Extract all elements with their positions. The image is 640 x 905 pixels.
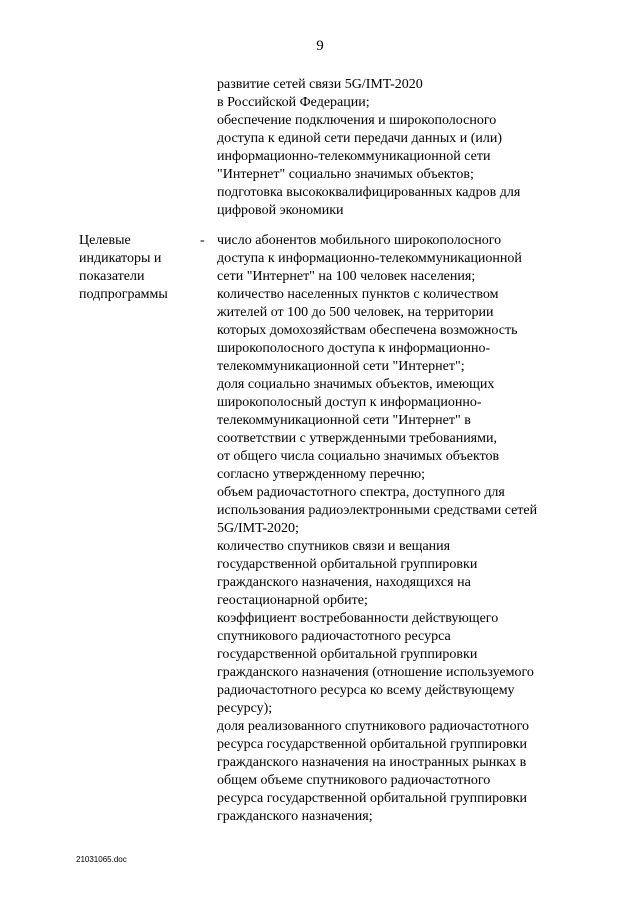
indicator-line: которых домохозяйствам обеспечена возможность (217, 323, 518, 338)
indicator-line: спутникового радиочастотного ресурса (217, 629, 451, 644)
goals-line: в Российской Федерации; (217, 95, 370, 110)
indicator-line: доля реализованного спутникового радиочастотного (217, 719, 530, 734)
indicator-line: геостационарной орбите; (217, 593, 368, 608)
indicator-line: соответствии с утвержденными требованиями, (217, 431, 497, 446)
indicators-label-line: Целевые (79, 233, 131, 248)
indicator-line: сети "Интернет" на 100 человек населения; (217, 269, 476, 284)
indicator-line: коэффициент востребованности действующего (217, 611, 499, 626)
indicator-line: объем радиочастотного спектра, доступного для (217, 485, 505, 500)
goals-line: информационно-телекоммуникационной сети (217, 149, 491, 164)
goals-line: развитие сетей связи 5G/IMT-2020 (217, 77, 423, 92)
indicators-label-line: индикаторы и (79, 251, 162, 266)
goals-line: обеспечение подключения и широкополосного (217, 113, 497, 128)
indicator-line: гражданского назначения; (217, 809, 373, 824)
indicators-text-block (217, 232, 597, 826)
indicator-line: гражданского назначения (отношение используемого (217, 665, 534, 680)
indicator-line: 5G/IMT-2020; (217, 521, 299, 536)
page-number: 9 (316, 38, 324, 54)
indicator-line: широкополосного доступа к информационно- (217, 341, 491, 356)
indicator-line: количество населенных пунктов с количеством (217, 287, 499, 302)
goals-text-block (217, 76, 597, 220)
indicator-line: количество спутников связи и вещания (217, 539, 451, 554)
indicator-line: государственной орбитальной группировки (217, 557, 478, 572)
indicator-line: государственной орбитальной группировки (217, 647, 478, 662)
goals-line: доступа к единой сети передачи данных и (или) (217, 131, 503, 146)
indicator-line: доступа к информационно-телекоммуникационной (217, 251, 522, 266)
indicator-line: ресурса государственной орбитальной группировки (217, 737, 528, 752)
indicator-line: использования радиоэлектронными средствами сетей (217, 503, 538, 518)
goals-line: цифровой экономики (217, 203, 344, 218)
indicator-line: доля социально значимых объектов, имеющих (217, 377, 495, 392)
goals-line: подготовка высококвалифицированных кадров для (217, 185, 521, 200)
indicator-line: телекоммуникационной сети "Интернет"; (217, 359, 465, 374)
indicator-line: радиочастотного ресурса ко всему действующему (217, 683, 515, 698)
indicator-line: общем объеме спутникового радиочастотного (217, 773, 491, 788)
indicators-label-line: показатели (79, 269, 145, 284)
indicator-line: число абонентов мобильного широкополосного (217, 233, 502, 248)
indicator-line: телекоммуникационной сети "Интернет" в (217, 413, 471, 428)
indicator-line: широкополосный доступ к информационно- (217, 395, 482, 410)
indicators-section-label (79, 232, 199, 304)
goals-line: "Интернет" социально значимых объектов; (217, 167, 474, 182)
label-dash: - (200, 233, 205, 248)
indicator-line: ресурсу); (217, 701, 273, 716)
indicator-line: гражданского назначения, находящихся на (217, 575, 471, 590)
indicator-line: ресурса государственной орбитальной группировки (217, 791, 528, 806)
indicators-label-line: подпрограммы (79, 287, 168, 302)
indicator-line: гражданского назначения на иностранных рынках в (217, 755, 527, 770)
indicator-line: от общего числа социально значимых объектов (217, 449, 500, 464)
footer-filename: 21031065.doc (76, 855, 127, 864)
indicator-line: жителей от 100 до 500 человек, на территории (217, 305, 494, 320)
indicator-line: согласно утвержденному перечню; (217, 467, 426, 482)
